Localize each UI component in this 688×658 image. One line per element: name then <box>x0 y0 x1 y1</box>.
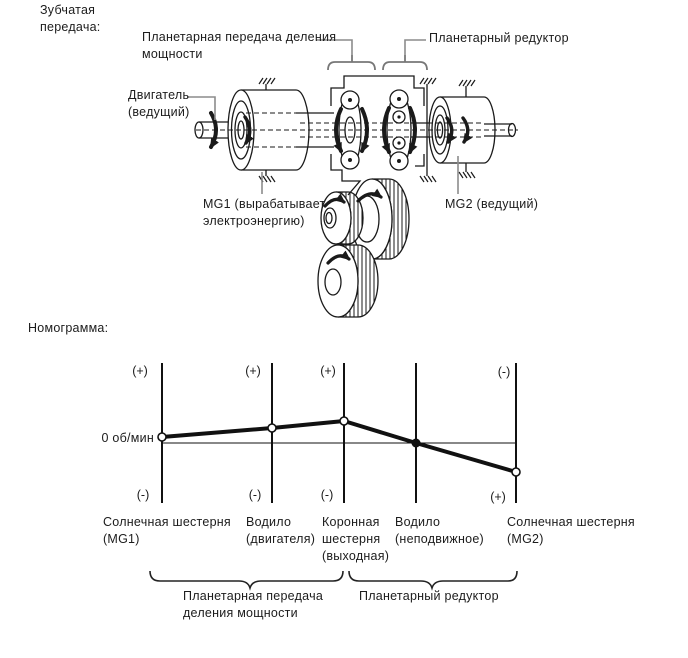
label-connectors <box>187 40 458 194</box>
axis1-label: Солнечная шестерня (MG1) <box>103 515 231 546</box>
zero-rpm-label: 0 об/мин <box>101 431 154 445</box>
reduction-brace-label: Планетарный редуктор <box>359 589 499 603</box>
power-split-label: Планетарная передача деления мощности <box>142 30 337 61</box>
group-braces <box>150 571 517 588</box>
axis4-label: Водило (неподвижное) <box>395 515 484 546</box>
final-gear <box>318 245 378 317</box>
nomogram-section-title: Номограмма: <box>28 321 109 335</box>
axis5-bottom-sign: (+) <box>490 490 506 504</box>
axis2-label: Водило (двигателя) <box>246 515 316 546</box>
axis5-label: Солнечная шестерня (MG2) <box>507 515 635 546</box>
axis3-label: Коронная шестерня (выходная) <box>322 515 390 563</box>
label-brackets <box>328 55 427 70</box>
axis3-bottom-sign: (-) <box>320 488 334 502</box>
engine-label: Двигатель (ведущий) <box>128 88 190 119</box>
axis3-top-sign: (+) <box>320 364 336 378</box>
axis1-top-sign: (+) <box>132 364 148 378</box>
gear-section-title: Зубчатая передача: <box>40 3 101 34</box>
reduction-label: Планетарный редуктор <box>429 31 569 45</box>
power-split-brace-label: Планетарная передача деления мощности <box>183 589 324 620</box>
axis2-bottom-sign: (-) <box>248 488 262 502</box>
mg1-label: MG1 (вырабатывает электроэнергию) <box>203 197 326 228</box>
axis1-bottom-sign: (-) <box>136 488 150 502</box>
axis2-top-sign: (+) <box>245 364 261 378</box>
axis5-top-sign: (-) <box>497 365 511 379</box>
speed-markers <box>158 417 520 476</box>
mg2-label: MG2 (ведущий) <box>445 197 539 211</box>
speed-line <box>162 421 516 472</box>
